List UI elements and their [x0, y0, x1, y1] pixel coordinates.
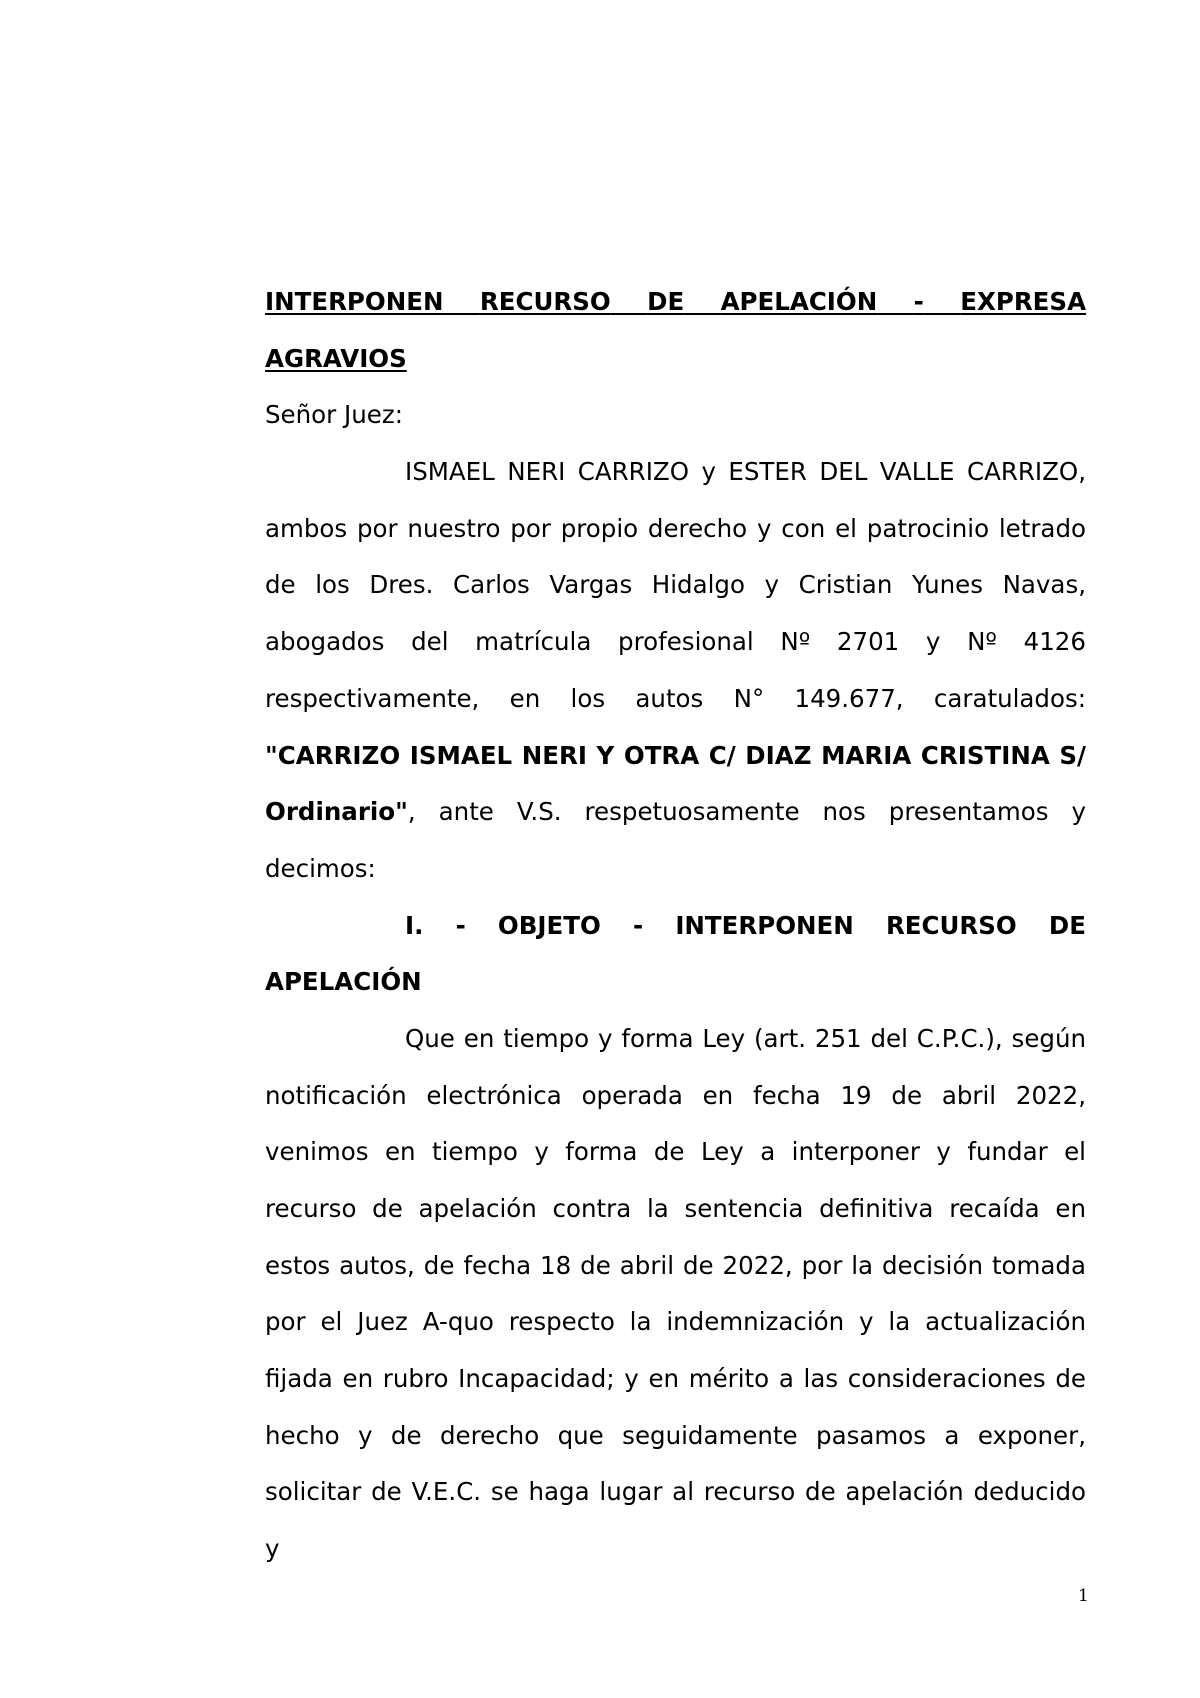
- intro-line: respectivamente, en los autos N° 149.677, caratulados:: [265, 683, 1086, 713]
- intro-line: ISMAEL NERI CARRIZO y ESTER DEL VALLE CARRIZO,: [405, 457, 1086, 487]
- body-line: fijada en rubro Incapacidad; y en mérito a las consideraciones de: [265, 1364, 1086, 1394]
- intro-line: abogados del matrícula profesional Nº 2701 y Nº 4126: [265, 627, 1086, 657]
- heading-word: INTERPONEN: [675, 910, 854, 940]
- title-word: APELACIÓN: [720, 287, 878, 316]
- heading-word: -: [632, 910, 644, 940]
- heading-word: RECURSO: [885, 910, 1017, 940]
- body-line: hecho y de derecho que seguidamente pasamos a exponer,: [265, 1420, 1086, 1450]
- caratula-end: Ordinario": [265, 797, 408, 827]
- body-line: Que en tiempo y forma Ley (art. 251 del C.P.C.), según: [405, 1023, 1086, 1053]
- document-title-line-1: [265, 274, 1086, 331]
- title-word: INTERPONEN: [265, 287, 444, 316]
- caratula-tail: , ante V.S. respetuosamente nos presentamos y: [407, 797, 1086, 827]
- heading-word: -: [455, 910, 466, 940]
- heading-word: OBJETO: [497, 910, 601, 940]
- title-word: RECURSO: [479, 287, 611, 316]
- heading-word: I.: [405, 910, 424, 940]
- title-word: EXPRESA: [960, 287, 1087, 316]
- caratula-line: "CARRIZO ISMAEL NERI Y OTRA C/ DIAZ MARIA CRISTINA S/: [265, 740, 1086, 770]
- title-word: -: [913, 287, 924, 316]
- body-line: notificación electrónica operada en fecha 19 de abril 2022,: [265, 1080, 1086, 1110]
- heading-word: DE: [1048, 910, 1086, 940]
- body-line: venimos en tiempo y forma de Ley a interponer y fundar el: [265, 1137, 1086, 1167]
- document-page: [265, 274, 1087, 1564]
- caratula-end-line: [265, 784, 1086, 841]
- document-title-line-2: AGRAVIOS: [265, 343, 407, 373]
- section-heading-line-1: [265, 898, 1086, 955]
- intro-line: ambos por nuestro por propio derecho y con el patrocinio letrado: [265, 513, 1086, 543]
- closing-word: decimos:: [265, 853, 376, 883]
- salutation: Señor Juez:: [265, 400, 403, 430]
- page-number: 1: [1078, 1586, 1089, 1606]
- body-line: solicitar de V.E.C. se haga lugar al recurso de apelación deducido y: [265, 1477, 1086, 1564]
- body-line: recurso de apelación contra la sentencia definitiva recaída en: [265, 1194, 1086, 1223]
- title-word: DE: [647, 287, 685, 316]
- body-line: estos autos, de fecha 18 de abril de 2022, por la decisión tomada: [265, 1250, 1086, 1280]
- section-heading-line-2: APELACIÓN: [265, 967, 422, 997]
- body-line: por el Juez A-quo respecto la indemnización y la actualización: [265, 1307, 1086, 1337]
- intro-line: de los Dres. Carlos Vargas Hidalgo y Cristian Yunes Navas,: [265, 570, 1086, 600]
